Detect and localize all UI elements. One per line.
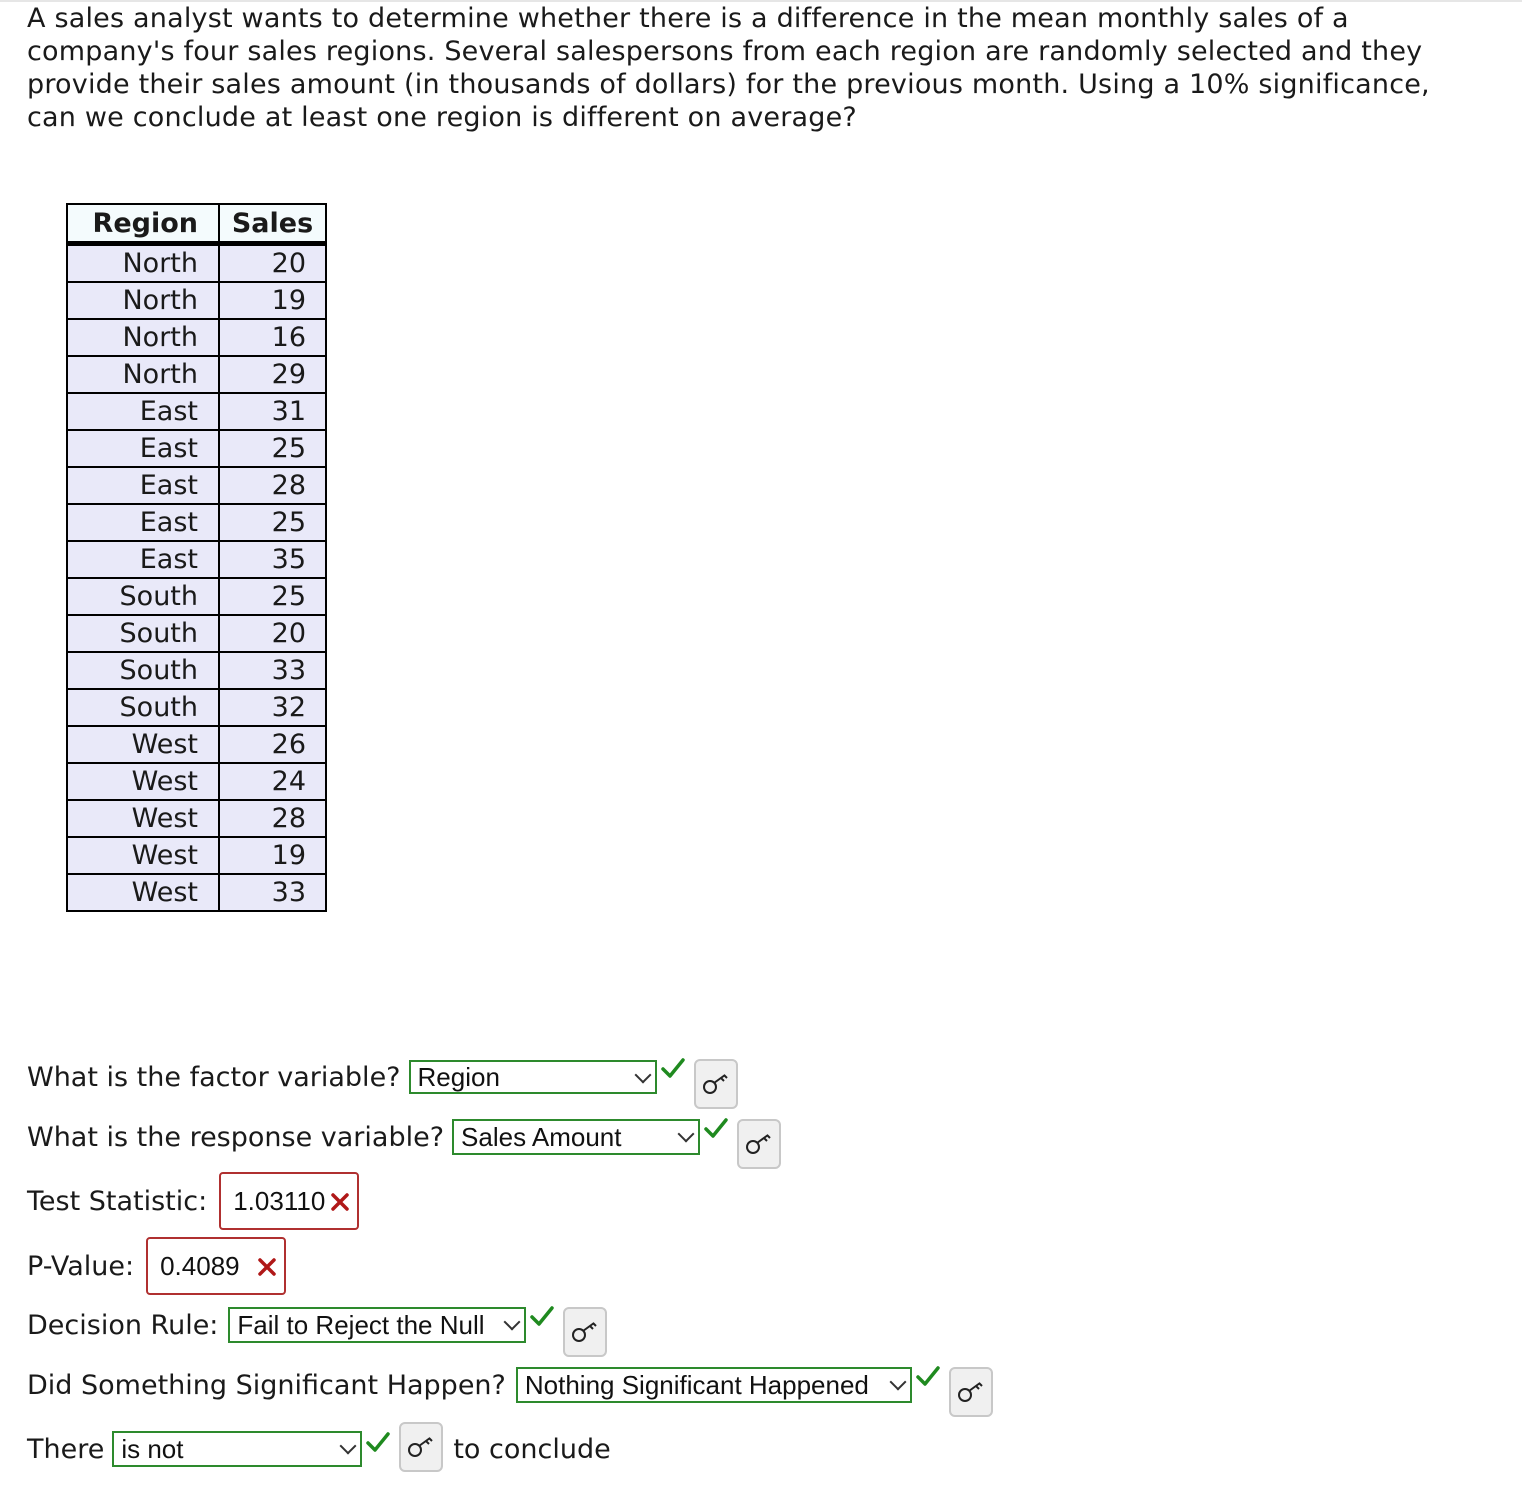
significant-select-value: Nothing Significant Happened bbox=[524, 1369, 869, 1400]
table-row bbox=[67, 578, 326, 615]
table-row bbox=[67, 541, 326, 578]
decision-select[interactable] bbox=[228, 1307, 526, 1343]
chevron-down-icon bbox=[504, 1314, 521, 1331]
sales-cell: 33 bbox=[219, 652, 326, 689]
region-cell: West bbox=[67, 874, 219, 911]
sales-cell: 16 bbox=[219, 319, 326, 356]
decision-row bbox=[27, 1305, 607, 1345]
sales-cell: 25 bbox=[219, 504, 326, 541]
sales-cell: 29 bbox=[219, 356, 326, 393]
decision-select-value: Fail to Reject the Null bbox=[237, 1309, 485, 1340]
table-row bbox=[67, 356, 326, 393]
sales-cell: 19 bbox=[219, 282, 326, 319]
question-text: A sales analyst wants to determine whether there is a difference in the mean monthly sales of a company's four sales regions. Several salespersons from each region are randomly selected and they provide their sales amount (in thousands of dollars) for the previous month. Using a 10% significance, can we conclude at least one region is different on average? bbox=[27, 3, 1430, 133]
column-header-sales: Sales bbox=[219, 204, 326, 244]
chevron-down-icon bbox=[678, 1126, 695, 1143]
table-row bbox=[67, 615, 326, 652]
cross-icon bbox=[329, 1191, 351, 1213]
conclusion-select-value: is not bbox=[121, 1433, 184, 1464]
chevron-down-icon bbox=[889, 1374, 906, 1391]
key-icon bbox=[570, 1319, 600, 1345]
sales-cell: 28 bbox=[219, 800, 326, 837]
table-row bbox=[67, 837, 326, 874]
significant-row bbox=[27, 1365, 993, 1405]
table-header-row bbox=[67, 204, 326, 244]
answer-key-button[interactable] bbox=[949, 1367, 993, 1417]
factor-label: What is the factor variable? bbox=[27, 1061, 401, 1093]
table-row bbox=[67, 393, 326, 430]
sales-cell: 20 bbox=[219, 244, 326, 283]
sales-cell: 32 bbox=[219, 689, 326, 726]
region-cell: South bbox=[67, 652, 219, 689]
check-icon bbox=[915, 1363, 941, 1389]
table-row bbox=[67, 244, 326, 283]
sales-cell: 26 bbox=[219, 726, 326, 763]
check-icon bbox=[365, 1429, 391, 1455]
sales-cell: 25 bbox=[219, 430, 326, 467]
key-icon bbox=[744, 1131, 774, 1157]
table-row bbox=[67, 282, 326, 319]
region-cell: South bbox=[67, 578, 219, 615]
conclusion-label-after: to conclude bbox=[453, 1433, 611, 1465]
region-cell: East bbox=[67, 467, 219, 504]
sales-cell: 24 bbox=[219, 763, 326, 800]
region-cell: East bbox=[67, 541, 219, 578]
check-icon bbox=[529, 1303, 555, 1329]
key-icon bbox=[701, 1071, 731, 1097]
answer-key-button[interactable] bbox=[563, 1307, 607, 1357]
region-cell: North bbox=[67, 319, 219, 356]
region-cell: East bbox=[67, 504, 219, 541]
response-select[interactable] bbox=[452, 1119, 700, 1155]
answer-key-button[interactable] bbox=[399, 1422, 443, 1472]
table-row bbox=[67, 874, 326, 911]
region-cell: East bbox=[67, 430, 219, 467]
sales-table bbox=[66, 203, 327, 912]
chevron-down-icon bbox=[340, 1438, 357, 1455]
p-value-value: 0.4089 bbox=[160, 1250, 240, 1281]
region-cell: West bbox=[67, 726, 219, 763]
region-cell: East bbox=[67, 393, 219, 430]
region-cell: West bbox=[67, 837, 219, 874]
table-row bbox=[67, 726, 326, 763]
sales-cell: 33 bbox=[219, 874, 326, 911]
chevron-down-icon bbox=[634, 1067, 651, 1084]
region-cell: North bbox=[67, 244, 219, 283]
sales-cell: 20 bbox=[219, 615, 326, 652]
decision-label: Decision Rule: bbox=[27, 1309, 219, 1341]
test-statistic-row bbox=[27, 1170, 359, 1232]
table-row bbox=[67, 652, 326, 689]
table-row bbox=[67, 800, 326, 837]
p-value-input[interactable] bbox=[146, 1237, 286, 1295]
test-statistic-label: Test Statistic: bbox=[27, 1185, 208, 1217]
check-icon bbox=[703, 1115, 729, 1141]
response-select-value: Sales Amount bbox=[461, 1121, 622, 1152]
conclusion-label-before: There bbox=[27, 1433, 105, 1465]
test-statistic-input[interactable] bbox=[219, 1172, 359, 1230]
response-label: What is the response variable? bbox=[27, 1121, 445, 1153]
key-icon bbox=[956, 1379, 986, 1405]
table-row bbox=[67, 504, 326, 541]
table-row bbox=[67, 763, 326, 800]
table-row bbox=[67, 319, 326, 356]
region-cell: South bbox=[67, 689, 219, 726]
table-row bbox=[67, 689, 326, 726]
significant-select[interactable] bbox=[516, 1367, 912, 1403]
p-value-row bbox=[27, 1235, 286, 1297]
region-cell: North bbox=[67, 356, 219, 393]
column-header-region: Region bbox=[67, 204, 219, 244]
conclusion-select[interactable] bbox=[112, 1431, 362, 1467]
sales-cell: 35 bbox=[219, 541, 326, 578]
test-statistic-value: 1.03110 bbox=[233, 1185, 326, 1216]
key-icon bbox=[406, 1434, 436, 1460]
response-row bbox=[27, 1117, 781, 1157]
answer-key-button[interactable] bbox=[694, 1059, 738, 1109]
sales-cell: 31 bbox=[219, 393, 326, 430]
region-cell: North bbox=[67, 282, 219, 319]
sales-cell: 28 bbox=[219, 467, 326, 504]
significant-label: Did Something Significant Happen? bbox=[27, 1369, 506, 1401]
factor-row bbox=[27, 1057, 738, 1097]
region-cell: West bbox=[67, 763, 219, 800]
conclusion-row-clip bbox=[0, 1425, 1522, 1465]
conclusion-row bbox=[27, 1429, 611, 1469]
sales-cell: 25 bbox=[219, 578, 326, 615]
table-row bbox=[67, 467, 326, 504]
check-icon bbox=[660, 1055, 686, 1081]
cross-icon bbox=[256, 1256, 278, 1278]
factor-select-value: Region bbox=[417, 1061, 500, 1092]
factor-select[interactable] bbox=[409, 1060, 657, 1094]
region-cell: West bbox=[67, 800, 219, 837]
sales-cell: 19 bbox=[219, 837, 326, 874]
p-value-label: P-Value: bbox=[27, 1250, 135, 1282]
table-row bbox=[67, 430, 326, 467]
region-cell: South bbox=[67, 615, 219, 652]
answer-key-button[interactable] bbox=[737, 1119, 781, 1169]
